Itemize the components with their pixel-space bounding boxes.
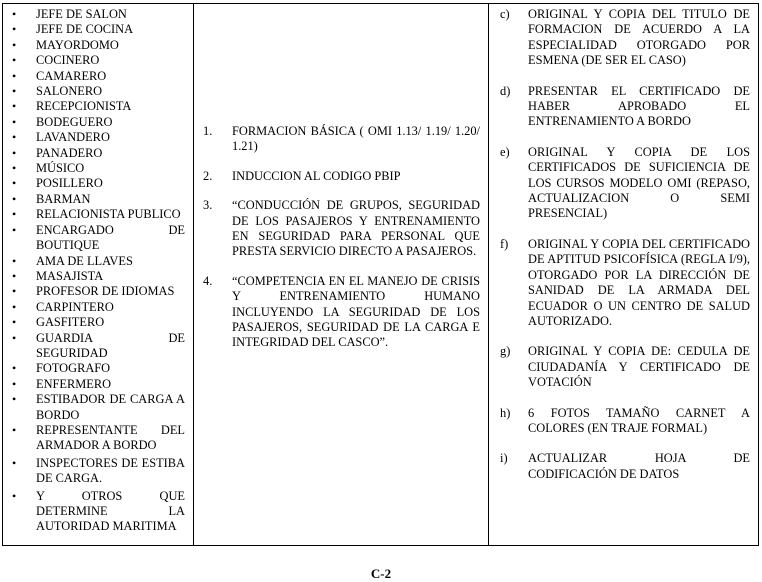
occupation-item: • PANADERO bbox=[3, 146, 193, 161]
course-item bbox=[193, 124, 488, 155]
occupation-item: • GUARDIA DE SEGURIDAD bbox=[3, 331, 193, 362]
occupation-item: • RECEPCIONISTA bbox=[3, 99, 193, 114]
course-text: FORMACION BÁSICA ( OMI 1.13/ 1.19/ 1.20/ 1.21) bbox=[232, 124, 480, 154]
course-number: 2. bbox=[203, 168, 213, 183]
occupation-item: • ENCARGADO DE BOUTIQUE bbox=[3, 223, 193, 254]
occupation-item: • BARMAN bbox=[3, 192, 193, 207]
occupation-item: • JEFE DE SALON bbox=[3, 7, 193, 22]
course-text: “COMPETENCIA EN EL MANEJO DE CRISIS Y ENTRENAMIENTO HUMANO INCLUYENDO LA SEGURIDAD DE LOS PASAJEROS, SEGURIDAD DE LA CARGA E INTEGRIDAD DEL CASCO”. bbox=[232, 273, 480, 350]
occupation-item: • Y OTROS QUE DETERMINE LA AUTORIDAD MARITIMA bbox=[3, 489, 193, 535]
occupation-item: • INSPECTORES DE ESTIBA DE CARGA. bbox=[3, 456, 193, 487]
requirement-item bbox=[488, 7, 760, 69]
page-number: C-2 bbox=[370, 566, 392, 581]
occupation-item: • MASAJISTA bbox=[3, 269, 193, 284]
occupations-column bbox=[3, 4, 194, 545]
course-item bbox=[193, 274, 488, 351]
requirement-item bbox=[488, 451, 760, 482]
requirement-text: ORIGINAL Y COPIA DE LOS CERTIFICADOS DE SUFICIENCIA DE LOS CURSOS MODELO OMI (REPASO, ACTUALIZACION O SEMI PRESENCIAL) bbox=[528, 144, 750, 221]
occupation-item: • CAMARERO bbox=[3, 69, 193, 84]
requirement-letter: h) bbox=[500, 405, 511, 420]
requirement-text: PRESENTAR EL CERTIFICADO DE HABER APROBADO EL ENTRENAMIENTO A BORDO bbox=[528, 83, 750, 129]
occupation-item: • LAVANDERO bbox=[3, 130, 193, 145]
occupation-item: • FOTOGRAFO bbox=[3, 361, 193, 376]
requirement-item bbox=[488, 145, 760, 222]
course-item bbox=[193, 169, 488, 184]
occupation-item: • ESTIBADOR DE CARGA A BORDO bbox=[3, 392, 193, 423]
requirement-letter: f) bbox=[500, 236, 509, 251]
requirements-table bbox=[2, 3, 759, 546]
requirement-item bbox=[488, 344, 760, 390]
requirement-item bbox=[488, 237, 760, 329]
requirement-text: ACTUALIZAR HOJA DE CODIFICACIÓN DE DATOS bbox=[528, 451, 750, 481]
course-number: 1. bbox=[203, 124, 213, 138]
occupation-item: • SALONERO bbox=[3, 84, 193, 99]
occupation-item: • AMA DE LLAVES bbox=[3, 254, 193, 269]
occupation-item: • CARPINTERO bbox=[3, 300, 193, 315]
requirement-letter: g) bbox=[500, 344, 511, 359]
occupation-item: • ENFERMERO bbox=[3, 377, 193, 392]
requirement-letter: c) bbox=[500, 7, 510, 21]
occupation-item: • MÚSICO bbox=[3, 161, 193, 176]
occupation-item: • RELACIONISTA PUBLICO bbox=[3, 207, 193, 222]
requirements-list bbox=[488, 7, 760, 482]
course-item bbox=[193, 198, 488, 260]
occupations-list bbox=[3, 7, 193, 535]
requirement-letter: e) bbox=[500, 144, 510, 159]
requirement-text: ORIGINAL Y COPIA DEL CERTIFICADO DE APTITUD PSICOFÍSICA (REGLA I/9), OTORGADO POR LA DIRECCIÓN DE SANIDAD DE LA ARMADA DEL ECUADOR O UN CENTRO DE SALUD AUTORIZADO. bbox=[528, 236, 750, 328]
requirements-column bbox=[488, 4, 758, 545]
course-text: “CONDUCCIÓN DE GRUPOS, SEGURIDAD DE LOS PASAJEROS Y ENTRENAMIENTO EN SEGURIDAD PARA PERSONAL QUE PRESTA SERVICIO DIRECTO A PASAJEROS. bbox=[232, 198, 480, 259]
occupation-item: • REPRESENTANTE DEL ARMADOR A BORDO bbox=[3, 423, 193, 454]
requirement-text: ORIGINAL Y COPIA DE: CEDULA DE CIUDADANÍA Y CERTIFICADO DE VOTACIÓN bbox=[528, 344, 750, 390]
course-number: 4. bbox=[203, 273, 213, 288]
occupation-item: • COCINERO bbox=[3, 53, 193, 68]
courses-list bbox=[193, 124, 488, 351]
course-number: 3. bbox=[203, 198, 213, 213]
courses-column bbox=[193, 4, 489, 545]
requirement-text: 6 FOTOS TAMAÑO CARNET A COLORES (EN TRAJE FORMAL) bbox=[528, 405, 750, 435]
requirement-item bbox=[488, 84, 760, 130]
requirement-letter: d) bbox=[500, 83, 511, 98]
requirement-text: ORIGINAL Y COPIA DEL TITULO DE FORMACION DE ACUERDO A LA ESPECIALIDAD OTORGADO POR ESMENA (DE SER EL CASO) bbox=[528, 7, 750, 68]
occupation-item: • BODEGUERO bbox=[3, 115, 193, 130]
occupation-item: • POSILLERO bbox=[3, 176, 193, 191]
occupation-item: • MAYORDOMO bbox=[3, 38, 193, 53]
occupation-item: • JEFE DE COCINA bbox=[3, 22, 193, 37]
course-text: INDUCCION AL CODIGO PBIP bbox=[232, 168, 401, 183]
requirement-item bbox=[488, 406, 760, 437]
requirement-letter: i) bbox=[500, 451, 508, 466]
occupation-item: • PROFESOR DE IDIOMAS bbox=[3, 284, 193, 299]
occupation-item: • GASFITERO bbox=[3, 315, 193, 330]
